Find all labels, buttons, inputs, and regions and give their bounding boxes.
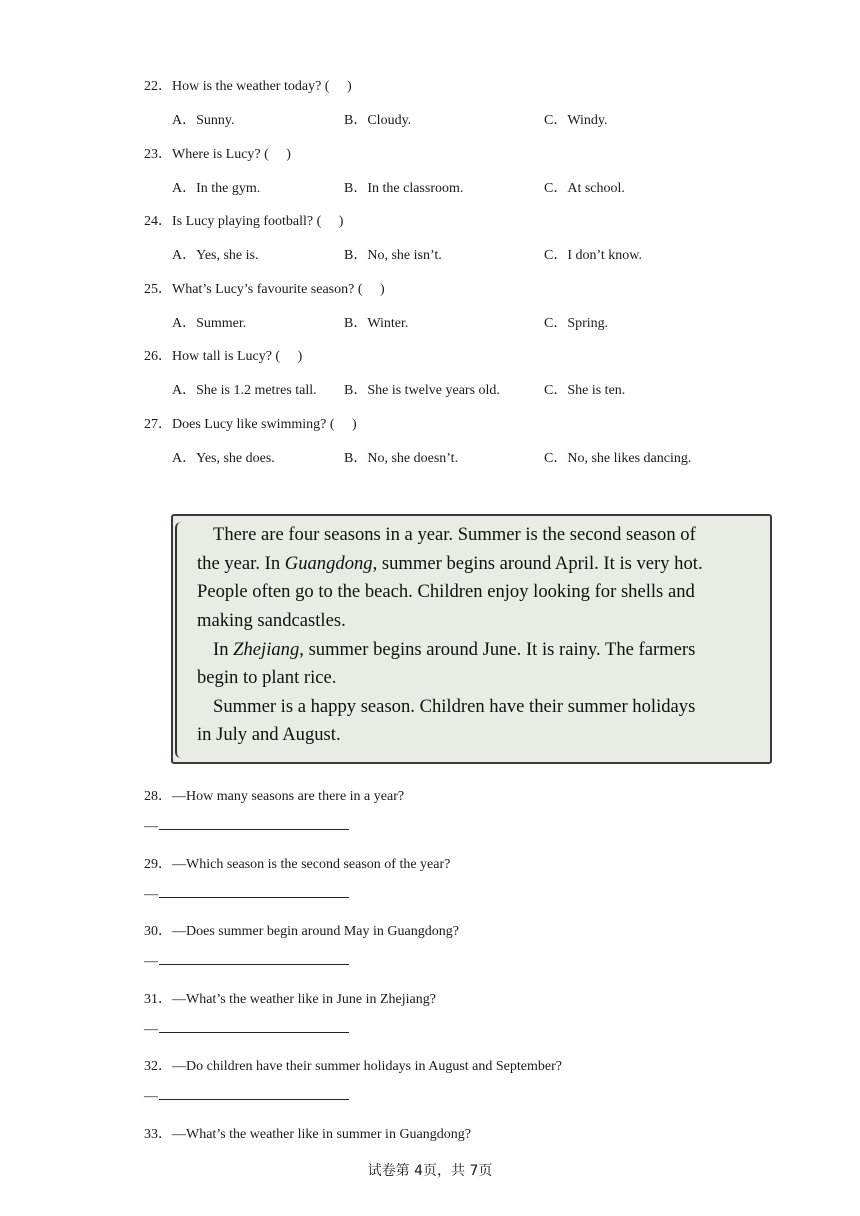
passage-line: There are four seasons in a year. Summer is the second season of	[213, 524, 696, 545]
option-c[interactable]: C．She is ten.	[544, 383, 626, 398]
option-b[interactable]: B．No, she doesn’t.	[344, 451, 459, 466]
question-text: 25．What’s Lucy’s favourite season? ( )	[144, 282, 385, 297]
option-a[interactable]: A．Sunny.	[172, 113, 235, 128]
question-32: 32．—Do children have their summer holidays in August and September?	[144, 1059, 562, 1074]
reading-passage	[171, 514, 772, 764]
passage-line: in July and August.	[197, 724, 341, 745]
option-a[interactable]: A．Summer.	[172, 316, 247, 331]
option-b[interactable]: B．Cloudy.	[344, 113, 412, 128]
question-text: 22．How is the weather today? ( )	[144, 79, 352, 94]
option-b[interactable]: B．Winter.	[344, 316, 409, 331]
option-a[interactable]: A．She is 1.2 metres tall.	[172, 383, 317, 398]
answer-field-32[interactable]: —	[144, 1087, 349, 1105]
answer-field-29[interactable]: —	[144, 885, 349, 903]
option-c[interactable]: C．Spring.	[544, 316, 609, 331]
answer-field-30[interactable]: —	[144, 952, 349, 970]
question-text: 23．Where is Lucy? ( )	[144, 147, 291, 162]
question-text: 27．Does Lucy like swimming? ( )	[144, 417, 357, 432]
option-a[interactable]: A．Yes, she is.	[172, 248, 259, 263]
passage-line: In Zhejiang, summer begins around June. It is rainy. The farmers	[213, 639, 696, 660]
question-28: 28．—How many seasons are there in a year?	[144, 789, 405, 804]
option-a[interactable]: A．In the gym.	[172, 181, 261, 196]
question-30: 30．—Does summer begin around May in Guangdong?	[144, 924, 459, 939]
passage-line: begin to plant rice.	[197, 667, 337, 688]
question-text: 24．Is Lucy playing football? ( )	[144, 214, 344, 229]
bracket-decoration	[175, 522, 185, 758]
question-29: 29．—Which season is the second season of the year?	[144, 857, 451, 872]
answer-field-31[interactable]: —	[144, 1020, 349, 1038]
page-footer: 试卷第 4页，共 7页	[367, 1163, 493, 1179]
option-b[interactable]: B．In the classroom.	[344, 181, 464, 196]
passage-line: making sandcastles.	[197, 610, 346, 631]
question-33: 33．—What’s the weather like in summer in Guangdong?	[144, 1127, 471, 1142]
option-c[interactable]: C．No, she likes dancing.	[544, 451, 692, 466]
answer-field-28[interactable]: —	[144, 817, 349, 835]
question-text: 26．How tall is Lucy? ( )	[144, 349, 303, 364]
option-c[interactable]: C．Windy.	[544, 113, 608, 128]
option-b[interactable]: B．She is twelve years old.	[344, 383, 500, 398]
passage-line: Summer is a happy season. Children have their summer holidays	[213, 696, 696, 717]
passage-line: the year. In Guangdong, summer begins around April. It is very hot.	[197, 553, 703, 574]
option-a[interactable]: A．Yes, she does.	[172, 451, 275, 466]
option-c[interactable]: C．I don’t know.	[544, 248, 642, 263]
passage-line: People often go to the beach. Children enjoy looking for shells and	[197, 581, 695, 602]
question-31: 31．—What’s the weather like in June in Zhejiang?	[144, 992, 436, 1007]
option-b[interactable]: B．No, she isn’t.	[344, 248, 442, 263]
option-c[interactable]: C．At school.	[544, 181, 625, 196]
